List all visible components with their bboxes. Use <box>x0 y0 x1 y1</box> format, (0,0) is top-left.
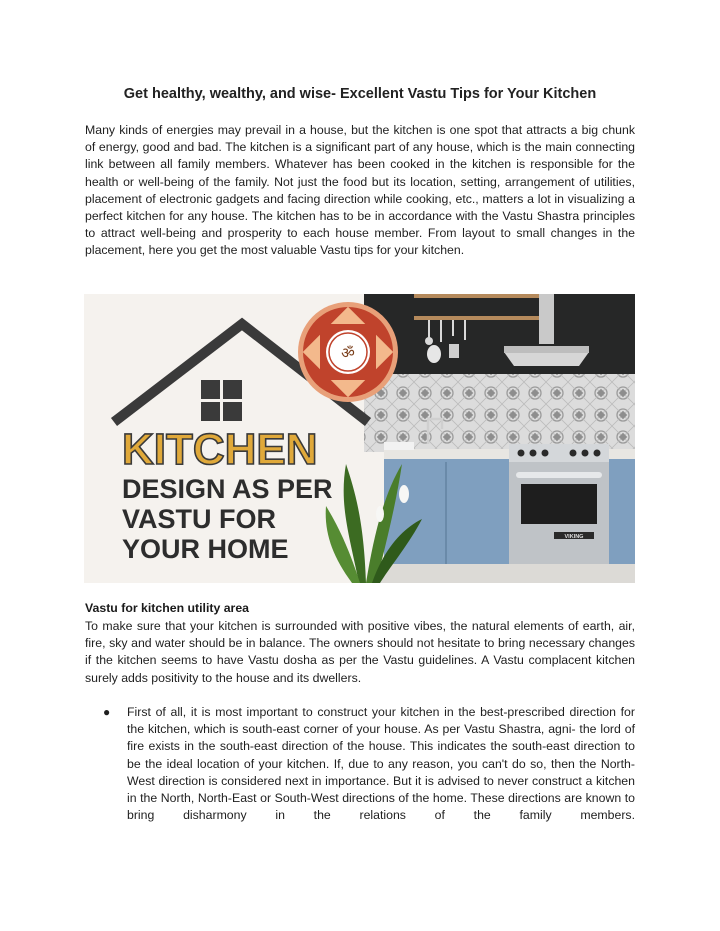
stove-knob-icon <box>582 450 589 457</box>
house-window-pane <box>201 380 220 399</box>
banner-headline: KITCHEN <box>122 425 318 474</box>
white-flower-icon <box>399 485 409 503</box>
jar-icon <box>449 344 459 358</box>
house-window-pane <box>223 380 242 399</box>
kitchen-floor <box>374 564 635 583</box>
om-symbol-icon: ॐ <box>341 344 355 362</box>
banner-subline-3: YOUR HOME <box>122 534 289 564</box>
range-hood-top <box>504 346 589 353</box>
tiled-backsplash <box>364 374 635 452</box>
bullet-list <box>85 704 635 824</box>
banner-subline-2: VASTU FOR <box>122 504 276 534</box>
oven-handle <box>516 472 602 478</box>
stove-knob-icon <box>570 450 577 457</box>
hood-chimney <box>539 294 554 344</box>
stove-brand-label: VIKING <box>564 534 584 540</box>
sink-bowl <box>384 442 414 450</box>
dark-wall <box>364 294 635 374</box>
stove-knob-icon <box>594 450 601 457</box>
utensil-icon <box>425 337 433 345</box>
wooden-shelf <box>414 316 544 320</box>
page-title: Get healthy, wealthy, and wise- Excellent Vastu Tips for Your Kitchen <box>123 86 597 102</box>
house-window-pane <box>223 402 242 421</box>
stove-knob-icon <box>518 450 525 457</box>
stove-knob-icon <box>542 450 549 457</box>
oven-window <box>521 484 597 524</box>
stove-knob-icon <box>530 450 537 457</box>
list-item <box>85 704 635 824</box>
list-item-text: First of all, it is most important to construct your kitchen in the best-prescribed direction for the kitchen, which is south-east corner of your house. As per Vastu Shastra, agni- the lord of fire exists in the south-east direction of the house. This indicates the south-east direction to be the ideal location of your kitchen. If, due to any reason, you can't do so, then the North-West direction is considered next in importance. But it is advised to never construct a kitchen in the North, North-East or South-West directions of the home. These directions are known to bring disharmony in the relations of the family members. <box>127 705 635 823</box>
house-window-pane <box>201 402 220 421</box>
kitchen-vastu-banner <box>84 294 635 583</box>
bullet-marker: ● <box>103 705 111 719</box>
section-paragraph: To make sure that your kitchen is surrounded with positive vibes, the natural elements of earth, air, fire, sky and water should be in balance. The owners should not hesitate to bring necessary changes if the kitchen seems to have Vastu dosha as per the Vastu guidelines. A Vastu complacent kitchen surely adds positivity to the house and its dwellers. <box>85 619 635 685</box>
banner-illustration <box>84 294 635 583</box>
range-hood <box>504 352 589 366</box>
kettle-icon <box>427 345 441 363</box>
section-heading: Vastu for kitchen utility area <box>85 601 250 615</box>
wooden-shelf-top <box>414 294 544 298</box>
intro-paragraph: Many kinds of energies may prevail in a house, but the kitchen is one spot that attracts a big chunk of energy, good and bad. The kitchen is a significant part of any house, which is the main connecting link between all family members. Whatever has been cooked in the kitchen is responsible for the health or well-being of the family. Not just the food but its location, setting, arrangement of utilities, placement of electronic gadgets and facing direction while cooking, etc., matters a lot in visualizing a perfect kitchen for any house. The kitchen has to be in accordance with the Vastu Shastra principles to attract well-being and prosperity to each house member. From layout to small changes in the placement, here you get the most valuable Vastu tips for your kitchen. <box>85 123 635 258</box>
white-flower-icon <box>376 506 384 522</box>
vastu-yantra-emblem <box>298 302 398 402</box>
banner-subline-1: DESIGN AS PER <box>122 474 333 504</box>
